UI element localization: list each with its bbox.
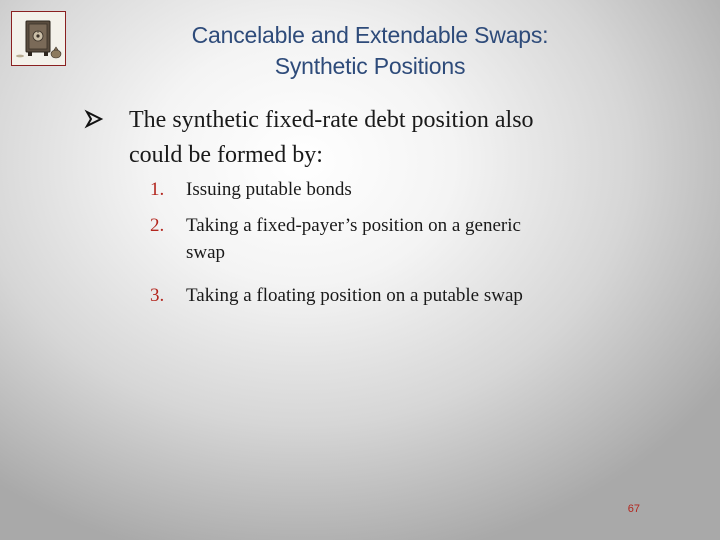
list-item-text [186,282,626,309]
slide-title [110,20,630,82]
bullet-line-1: The synthetic fixed-rate debt position also [129,107,534,133]
arrow-bullet-icon [84,109,104,129]
page-number: 67 [627,503,640,515]
main-bullet-text [129,103,629,173]
list-item-text [186,176,626,203]
safe-icon [11,11,66,66]
bullet-line-2: could be formed by: [129,142,323,168]
list-item-number: 3. [150,285,165,306]
list-item-line: Taking a fixed-payer’s position on a generic [186,215,521,236]
title-line-2: Synthetic Positions [274,53,466,79]
list-item-number: 1. [150,179,165,200]
title-line-1: Cancelable and Extendable Swaps: [191,22,549,48]
list-item-line: swap [186,242,226,263]
list-item-line: Taking a floating position on a putable swap [186,285,523,306]
list-item-line: Issuing putable bonds [186,179,352,200]
list-item-text [186,212,626,266]
list-item-number: 2. [150,215,165,236]
